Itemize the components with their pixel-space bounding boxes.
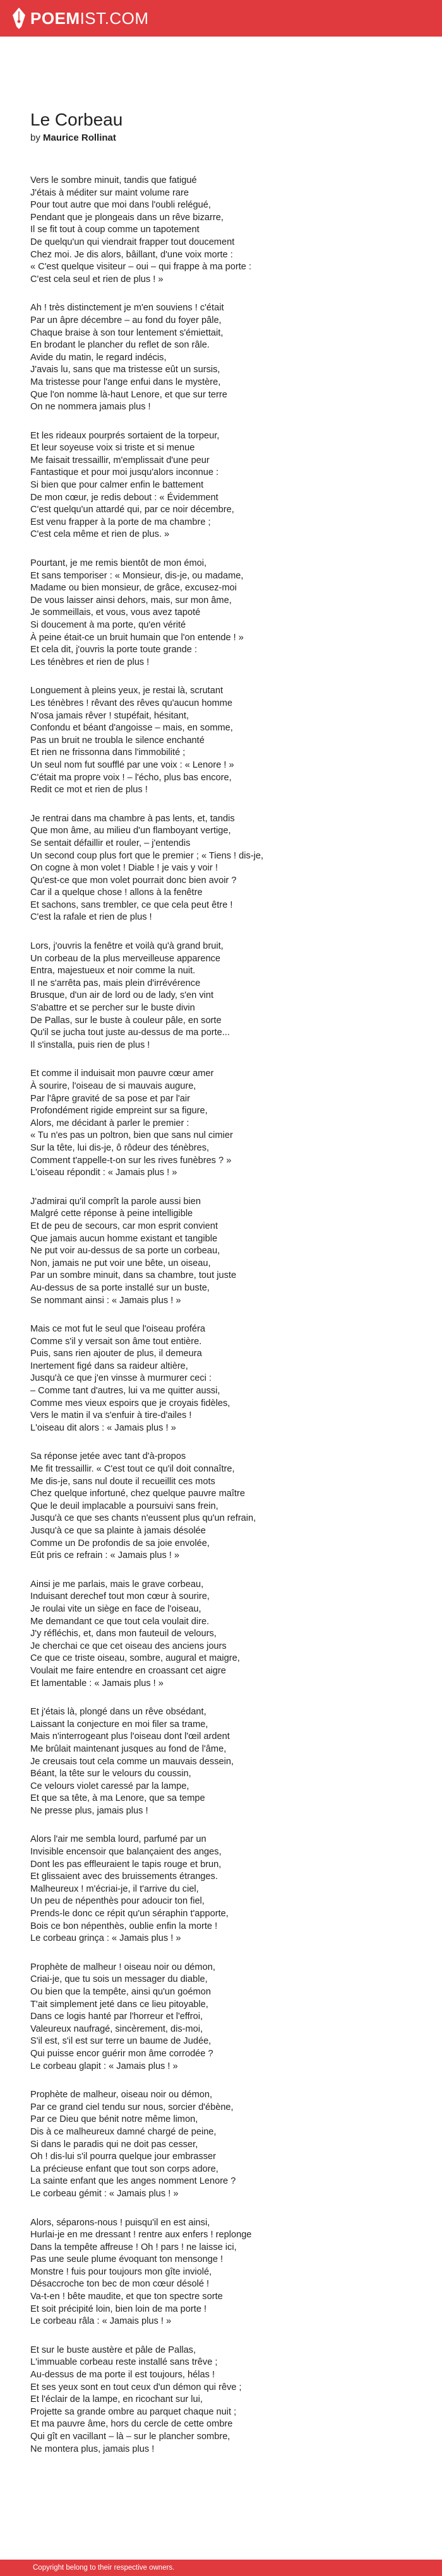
poem-line: N'osa jamais rêver ! stupéfait, hésitant, — [30, 710, 189, 721]
poem-line: Que mon âme, au milieu d'un flamboyant vertige, — [30, 826, 231, 836]
poem-line: Brusque, d'un air de lord ou de lady, s'en vint — [30, 990, 214, 1001]
poem-body — [30, 175, 412, 2456]
poem-line: Invisible encensoir que balançaient des anges, — [30, 1847, 222, 1858]
poem-line: Chez moi. Je dis alors, bâillant, d'une voix morte : — [30, 249, 233, 260]
poem-line: Je roulai vite un siège en face de l'oiseau, — [30, 1603, 201, 1614]
poem-line: Ah ! très distinctement je m'en souviens ! c'était — [30, 303, 224, 313]
poem-line: Que l'on nomme là-haut Lenore, et que sur terre — [30, 389, 227, 400]
poem-line: Et les rideaux pourprés sortaient de la torpeur, — [30, 430, 220, 441]
poem-line: Il ne s'arrêta pas, mais plein d'irrévérence — [30, 978, 201, 988]
byline-prefix: by — [30, 132, 40, 143]
poem-line: Les ténèbres et rien de plus ! — [30, 657, 150, 667]
poem-line: J'y réfléchis, et, dans mon fauteuil de velours, — [30, 1629, 217, 1639]
poem-line: Ma tristesse pour l'ange enfui dans le mystère, — [30, 377, 221, 387]
poem-line: Voulait me faire entendre en croassant cet aigre — [30, 1665, 226, 1676]
poem-line: Se nommant ainsi : « Jamais plus ! » — [30, 1295, 181, 1306]
poem-line: Prends-le donc ce répit qu'un séraphin t'apporte, — [30, 1909, 229, 1919]
poem-stanza — [30, 430, 412, 541]
poem-line: Monstre ! fuis pour toujours mon gîte inviolé, — [30, 2266, 212, 2277]
poem-line: « C'est quelque visiteur – oui – qui frappe à ma porte : — [30, 262, 252, 272]
poem-line: Malheureux ! m'écriai-je, il t'arrive du ciel, — [30, 1883, 199, 1894]
poem-line: Par un sombre minuit, dans sa chambre, tout juste — [30, 1270, 237, 1281]
poem-line: Et lamentable : « Jamais plus ! » — [30, 1678, 164, 1689]
poem-line: Chez quelque infortuné, chez quelque pauvre maître — [30, 1489, 245, 1499]
poem-line: De vous laisser ainsi dehors, mais, sur mon âme, — [30, 595, 232, 606]
poem-line: Vers le sombre minuit, tandis que fatigué — [30, 175, 197, 185]
poem-line: Dis à ce malheureux damné chargé de peine, — [30, 2126, 217, 2137]
poem-line: Alors, séparons-nous ! puisqu'il en est ainsi, — [30, 2217, 210, 2228]
poem-line: Sa réponse jetée avec tant d'à-propos — [30, 1451, 186, 1462]
poem-line: Les ténèbres ! rêvant des rêves qu'aucun homme — [30, 698, 232, 708]
poem-line: Au-dessus de sa porte installé sur un buste, — [30, 1282, 210, 1293]
poem-title: Le Corbeau — [30, 110, 123, 129]
pen-nib-icon — [13, 8, 25, 29]
poem-stanza — [30, 940, 412, 1051]
poem-line: Je rentrai dans ma chambre à pas lents, et, tandis — [30, 813, 235, 824]
poem-line: Me demandant ce que tout cela voulait dire. — [30, 1616, 210, 1627]
poem-line: « Tu n'es pas un poltron, bien que sans nul cimier — [30, 1130, 233, 1141]
poem-line: Que le deuil implacable a poursuivi sans frein, — [30, 1501, 218, 1511]
poem-line: Par un âpre décembre – au fond du foyer pâle, — [30, 315, 222, 325]
poem-line: Ainsi je me parlais, mais le grave corbeau, — [30, 1579, 204, 1590]
poem-line: Car il a quelque chose ! allons à la fenêtre — [30, 887, 203, 898]
poem-line: Oh ! dis-lui s'il pourra quelque jour embrasser — [30, 2152, 216, 2162]
poem-stanza — [30, 175, 412, 286]
top-bar — [0, 0, 442, 37]
poem-stanza — [30, 2217, 412, 2328]
poem-line: Malgré cette réponse à peine intelligible — [30, 1209, 193, 1219]
site-logo-text: POEMIST.COM — [30, 8, 149, 28]
poem-line: Puis, sans rien ajouter de plus, il demeura — [30, 1349, 202, 1359]
poem-line: Le corbeau gémit : « Jamais plus ! » — [30, 2188, 179, 2199]
poem-stanza — [30, 1579, 412, 1690]
poem-line: Un seul nom fut soufflé par une voix : « Lenore ! » — [30, 759, 234, 770]
poem-stanza — [30, 1196, 412, 1307]
poem-line: Pourtant, je me remis bientôt de mon émoi, — [30, 558, 207, 569]
poem-author[interactable]: Maurice Rollinat — [43, 132, 116, 143]
poem-line: Le corbeau râla : « Jamais plus ! » — [30, 2316, 172, 2327]
poem-line: Ce que ce triste oiseau, sombre, augural et maigre, — [30, 1653, 240, 1664]
poem-byline — [30, 132, 412, 143]
poem-line: Eût pris ce refrain : « Jamais plus ! » — [30, 1550, 180, 1561]
poem-line: – Comme tant d'autres, lui va me quitter aussi, — [30, 1386, 220, 1396]
poem-line: Au-dessus de ma porte il est toujours, hélas ! — [30, 2370, 215, 2380]
poem-line: Un corbeau de la plus merveilleuse apparence — [30, 953, 220, 964]
poem-line: C'est cela même et rien de plus. » — [30, 529, 170, 540]
poem-line: Valeureux naufragé, sincèrement, dis-moi, — [30, 2023, 203, 2034]
poem-line: Non, jamais ne put voir une bête, un oiseau, — [30, 1258, 211, 1268]
poem-line: S'abattre et se percher sur le buste divin — [30, 1003, 195, 1014]
poem-line: Dans la tempête affreuse ! Oh ! pars ! ne laisse ici, — [30, 2242, 237, 2252]
poem-line: Confondu et béant d'angoisse – mais, en somme, — [30, 723, 233, 734]
poem-line: Ne presse plus, jamais plus ! — [30, 1805, 148, 1816]
poem-line: En brodant le plancher du reflet de son râle. — [30, 340, 210, 351]
poem-line: Qui puisse encor guérir mon âme corrodée ? — [30, 2048, 213, 2059]
poem-line: L'oiseau répondit : « Jamais plus ! » — [30, 1168, 177, 1178]
poem-line: Vers le matin il va s'enfuir à tire-d'ailes ! — [30, 1410, 192, 1421]
poem-line: L'oiseau dit alors : « Jamais plus ! » — [30, 1422, 176, 1433]
poem-content — [0, 37, 442, 2456]
poem-line: La sainte enfant que les anges nomment Lenore ? — [30, 2176, 236, 2187]
poem-line: À sourire, l'oiseau de si mauvais augure, — [30, 1081, 196, 1091]
poem-line: Et cela dit, j'ouvris la porte toute grande : — [30, 645, 197, 655]
site-logo[interactable] — [13, 8, 149, 29]
poem-line: Avide du matin, le regard indécis, — [30, 352, 167, 363]
poem-line: Pas un bruit ne troubla le silence enchanté — [30, 735, 205, 746]
poem-line: J'admirai qu'il comprît la parole aussi bien — [30, 1196, 201, 1207]
poem-line: Par ce grand ciel tendu sur nous, sorcier d'ébène, — [30, 2102, 234, 2112]
poem-line: Je sommeillais, et vous, vous avez tapoté — [30, 607, 201, 618]
poem-line: Prophète de malheur, oiseau noir ou démon, — [30, 2090, 213, 2100]
poem-line: C'est quelqu'un attardé qui, par ce noir décembre, — [30, 505, 234, 515]
poem-line: Entra, majestueux et noir comme la nuit. — [30, 966, 196, 976]
poem-line: J'avais lu, sans que ma tristesse eût un sursis, — [30, 365, 220, 375]
poem-line: Se sentait défaillir et rouler, – j'entendis — [30, 838, 191, 848]
poem-line: Et ma pauvre âme, hors du cercle de cette ombre — [30, 2419, 233, 2430]
poem-line: On ne nommera jamais plus ! — [30, 402, 151, 413]
poem-line: Me brûlait maintenant jusques au fond de l'âme, — [30, 1743, 227, 1754]
poem-stanza — [30, 1962, 412, 2073]
poem-line: Comment t'appelle-t-on sur les rives funèbres ? » — [30, 1155, 232, 1166]
poem-line: Ne put voir au-dessus de sa porte un corbeau, — [30, 1246, 220, 1256]
poem-line: Criai-je, que tu sois un messager du diable, — [30, 1974, 208, 1985]
poem-line: Et ses yeux sont en tout ceux d'un démon qui rêve ; — [30, 2382, 242, 2392]
poem-line: Dont les pas effleuraient le tapis rouge et brun, — [30, 1859, 222, 1870]
poem-line: Et que sa tête, à ma Lenore, que sa tempe — [30, 1793, 205, 1804]
poem-line: De Pallas, sur le buste à couleur pâle, en sorte — [30, 1015, 222, 1026]
poem-line: Ou bien que la tempête, ainsi qu'un goémon — [30, 1987, 211, 1997]
poem-line: Mais ce mot fut le seul que l'oiseau proféra — [30, 1324, 205, 1335]
poem-line: De quelqu'un qui viendrait frapper tout doucement — [30, 237, 235, 247]
poem-line: On cogne à mon volet ! Diable ! je vais y voir ! — [30, 863, 218, 874]
poem-line: Qu'est-ce que mon volet pourrait donc bien avoir ? — [30, 875, 237, 886]
poem-line: Il se fit tout à coup comme un tapotement — [30, 225, 200, 235]
poem-line: Un second coup plus fort que le premier ; « Tiens ! dis-je, — [30, 850, 264, 861]
poem-line: Je cherchai ce que cet oiseau des anciens jours — [30, 1641, 227, 1651]
poem-line: Et soit précipité loin, bien loin de ma porte ! — [30, 2304, 207, 2314]
poem-line: Ne montera plus, jamais plus ! — [30, 2444, 155, 2454]
poem-line: Prophète de malheur ! oiseau noir ou démon, — [30, 1962, 215, 1972]
poem-line: Me dis-je, sans nul doute il recueillit ces mots — [30, 1476, 215, 1487]
poem-line: Jusqu'à ce que sa plainte à jamais désolée — [30, 1526, 206, 1536]
poem-line: Jusqu'à ce que j'en vinsse à murmurer ceci : — [30, 1373, 212, 1384]
footer-copyright: Copyright belong to their respective owners. — [33, 2564, 175, 2572]
poem-line: Me fit tressaillir. « C'est tout ce qu'il doit connaître, — [30, 1464, 235, 1475]
poem-stanza — [30, 1451, 412, 1562]
poem-line: Induisant derechef tout mon cœur à sourire, — [30, 1591, 210, 1602]
poem-line: Dans ce logis hanté par l'horreur et l'effroi, — [30, 2011, 203, 2022]
poem-line: Et leur soyeuse voix si triste et si menue — [30, 443, 195, 454]
poem-line: Lors, j'ouvris la fenêtre et voilà qu'à grand bruit, — [30, 941, 224, 952]
poem-line: Alors l'air me sembla lourd, parfumé par un — [30, 1834, 206, 1845]
poem-stanza — [30, 302, 412, 413]
poem-line: Un peu de népenthès pour adoucir ton fiel, — [30, 1896, 205, 1907]
poem-line: Redit ce mot et rien de plus ! — [30, 785, 148, 795]
poem-line: Comme mes vieux espoirs que je croyais fidèles, — [30, 1398, 230, 1408]
poem-line: Et comme il induisait mon pauvre cœur amer — [30, 1068, 214, 1079]
poem-line: Et j'étais là, plongé dans un rêve obsédant, — [30, 1707, 206, 1718]
poem-line: Par l'âpre gravité de sa pose et par l'air — [30, 1093, 190, 1104]
poem-line: Et sur le buste austère et pâle de Pallas, — [30, 2345, 196, 2355]
poem-line: Longuement à pleins yeux, je restai là, scrutant — [30, 686, 224, 696]
poem-line: Béant, la tête sur le velours du coussin, — [30, 1769, 191, 1779]
poem-line: Mais n'interrogeant plus l'oiseau dont l'œil ardent — [30, 1731, 230, 1742]
poem-line: L'immuable corbeau reste installé sans trêve ; — [30, 2357, 218, 2368]
poem-line: Si dans le paradis qui ne doit pas cesser, — [30, 2139, 198, 2150]
poem-line: Si bien que pour calmer enfin le battement — [30, 480, 204, 491]
poem-line: Si doucement à ma porte, qu'en vérité — [30, 620, 186, 630]
poem-line: Sur la tête, lui dis-je, ô rôdeur des ténèbres, — [30, 1142, 210, 1153]
poem-line: Et de peu de secours, car mon esprit convient — [30, 1221, 218, 1231]
poem-line: Projette sa grande ombre au parquet chaque nuit ; — [30, 2406, 237, 2417]
poem-stanza — [30, 2345, 412, 2456]
poem-line: Il s'installa, puis rien de plus ! — [30, 1039, 150, 1050]
poem-line: Comme s'il y versait son âme tout entière. — [30, 1336, 202, 1347]
poem-stanza — [30, 685, 412, 796]
poem-line: Madame ou bien monsieur, de grâce, excusez-moi — [30, 583, 237, 594]
poem-stanza — [30, 1323, 412, 1434]
poem-line: J'étais à méditer sur maint volume rare — [30, 187, 189, 198]
poem-line: Et glissaient avec des bruissements étranges. — [30, 1871, 218, 1882]
poem-line: Qu'il se jucha tout juste au-dessus de ma porte... — [30, 1027, 230, 1038]
poem-line: Et rien ne frissonna dans l'immobilité ; — [30, 747, 186, 758]
poem-line: C'était ma propre voix ! – l'écho, plus bas encore, — [30, 772, 232, 783]
poem-line: Par ce Dieu que bénit notre même limon, — [30, 2114, 198, 2125]
poem-line: Désaccroche ton bec de mon cœur désolé ! — [30, 2279, 210, 2290]
poem-line: Je creusais tout cela comme un mauvais dessein, — [30, 1756, 234, 1767]
poem-stanza — [30, 1706, 412, 1817]
poem-line: Qui gît en vacillant – là – sur le plancher sombre, — [30, 2432, 230, 2442]
poem-line: Le corbeau grinça : « Jamais plus ! » — [30, 1933, 181, 1944]
poem-line: Va-t-en ! bête maudite, et que ton spectre sorte — [30, 2292, 223, 2302]
poem-line: Inertement figé dans sa raideur altière, — [30, 1361, 188, 1371]
poem-line: La précieuse enfant que tout son corps adore, — [30, 2163, 218, 2174]
poem-line: Pour tout autre que moi dans l'oubli relégué, — [30, 200, 211, 211]
poem-line: Pas une seule plume évoquant ton mensonge ! — [30, 2254, 224, 2265]
poem-stanza — [30, 2089, 412, 2200]
poem-line: Bois ce bon népenthès, oublie enfin la morte ! — [30, 1921, 218, 1931]
poem-line: S'il est, s'il est sur terre un baume de Judée, — [30, 2036, 212, 2047]
poem-line: Le corbeau glapit : « Jamais plus ! » — [30, 2061, 178, 2071]
poem-stanza — [30, 1068, 412, 1179]
poem-line: Est venu frapper à la porte de ma chambre ; — [30, 517, 211, 527]
poem-line: Hurlai-je en me dressant ! rentre aux enfers ! replonge — [30, 2230, 252, 2240]
poem-line: De mon cœur, je redis debout : « Évidemment — [30, 492, 218, 503]
poem-line: C'est cela seul et rien de plus ! » — [30, 274, 164, 284]
poem-line: Que jamais aucun homme existant et tangible — [30, 1233, 218, 1244]
poem-line: T'ait simplement jeté dans ce lieu pitoyable, — [30, 1999, 208, 2010]
poem-line: Et sachons, sans trembler, ce que cela peut être ! — [30, 899, 233, 910]
poem-line: Pendant que je plongeais dans un rêve bizarre, — [30, 212, 224, 223]
poem-line: Alors, me décidant à parler le premier : — [30, 1118, 189, 1128]
poem-stanza — [30, 558, 412, 669]
poem-stanza — [30, 1834, 412, 1945]
poem-line: Fantastique et pour moi jusqu'alors inconnue : — [30, 467, 219, 478]
poem-line: Laissant la conjecture en moi filer sa trame, — [30, 1719, 208, 1730]
poem-line: Comme un De profondis de sa joie envolée, — [30, 1538, 210, 1549]
poem-line: Et sans temporiser : « Monsieur, dis-je, ou madame, — [30, 570, 244, 581]
poem-line: Profondément rigide empreint sur sa figure, — [30, 1106, 208, 1116]
poem-line: Chaque braise à son tour lentement s'émiettait, — [30, 327, 224, 338]
poem-stanza — [30, 813, 412, 924]
footer-bar — [0, 2560, 442, 2576]
poem-line: C'est la rafale et rien de plus ! — [30, 912, 152, 923]
poem-line: Ce velours violet caressé par la lampe, — [30, 1781, 189, 1791]
poem-line: Me faisait tressaillir, m'emplissait d'une peur — [30, 455, 210, 465]
poem-line: À peine était-ce un bruit humain que l'on entende ! » — [30, 632, 244, 643]
poem-line: Jusqu'à ce que ses chants n'eussent plus qu'un refrain, — [30, 1513, 256, 1524]
poem-line: Et l'éclair de la lampe, en ricochant sur lui, — [30, 2394, 203, 2405]
